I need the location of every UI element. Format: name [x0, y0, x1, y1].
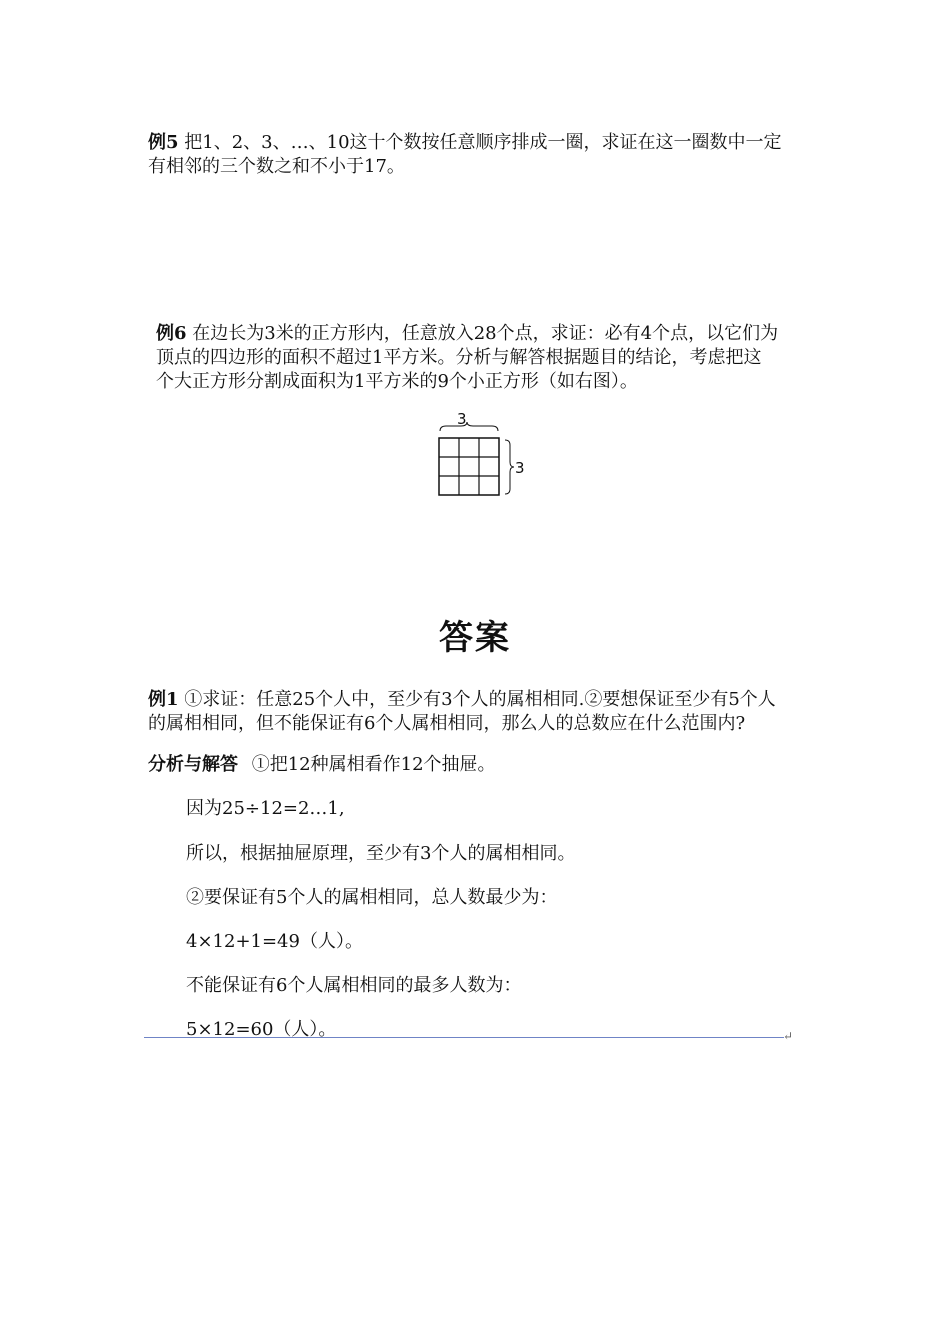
grid-figure-svg [430, 410, 540, 502]
example-6 [156, 322, 816, 394]
example-1 [148, 688, 808, 736]
grid-figure [430, 410, 540, 506]
step-1: 因为25÷12=2…1, [186, 798, 345, 819]
step-6: 5×12=60（人）。 [186, 1019, 337, 1040]
side-brace [505, 440, 514, 494]
example-6-text-3: 个大正方形分割成面积为1平方米的9个小正方形（如右图）。 [156, 371, 638, 392]
example-6-line-1 [156, 322, 816, 346]
example-5-line-1 [148, 131, 808, 155]
paragraph-mark: ↵ [783, 1029, 794, 1043]
top-dimension-label: 3 [457, 410, 467, 428]
example-1-line-1 [148, 688, 808, 712]
side-dimension-label: 3 [515, 459, 525, 477]
top-brace [440, 422, 498, 431]
example-5 [148, 131, 808, 179]
example-1-label: 例1 [148, 689, 179, 710]
step-5: 不能保证有6个人属相相同的最多人数为： [186, 975, 522, 996]
analysis-text: ①把12种属相看作12个抽屉。 [251, 754, 496, 775]
step-2: 所以，根据抽屉原理，至少有3个人的属相相同。 [186, 843, 576, 864]
example-5-text-1: 把1、2、3、…、10这十个数按任意顺序排成一圈，求证在这一圈数中一定 [184, 132, 782, 153]
example-5-label: 例5 [148, 132, 179, 153]
section-rule [144, 1037, 784, 1038]
analysis [148, 753, 808, 777]
analysis-label: 分析与解答 [148, 754, 238, 775]
outer-square [439, 438, 499, 495]
example-5-text-2: 有相邻的三个数之和不小于17。 [148, 156, 405, 177]
answers-title: 答案 [439, 618, 511, 658]
example-6-label: 例6 [156, 323, 187, 344]
example-1-text-2: 的属相相同，但不能保证有6个人属相相同，那么人的总数应在什么范围内? [148, 713, 746, 734]
example-6-text-1: 在边长为3米的正方形内，任意放入28个点，求证：必有4个点，以它们为 [192, 323, 779, 344]
example-6-text-2: 顶点的四边形的面积不超过1平方米。分析与解答根据题目的结论，考虑把这 [156, 347, 762, 368]
example-1-text-1: ①求证：任意25个人中，至少有3个人的属相相同.②要想保证至少有5个人 [184, 689, 776, 710]
step-4: 4×12+1=49（人）。 [186, 931, 363, 952]
step-3: ②要保证有5个人的属相相同，总人数最少为： [186, 887, 558, 908]
